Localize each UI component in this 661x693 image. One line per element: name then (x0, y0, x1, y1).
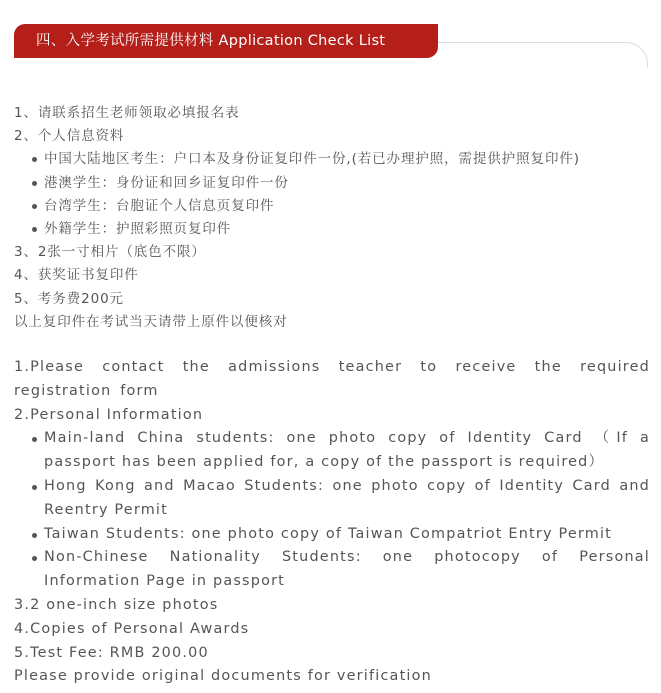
cn-item-2-bullets (14, 148, 654, 241)
cn-bullet-hk-macao: 港澳学生：身份证和回乡证复印件一份 (14, 172, 654, 195)
cn-bullet-foreign: 外籍学生：护照彩照页复印件 (14, 218, 654, 241)
cn-item-4: 4、获奖证书复印件 (14, 267, 139, 284)
en-note: Please provide original documents for verification (14, 668, 432, 685)
chinese-checklist (14, 102, 654, 334)
en-item-3: 3.2 one-inch size photos (14, 596, 219, 613)
en-item-5: 5.Test Fee: RMB 200.00 (14, 644, 209, 661)
cn-item-2: 2、个人信息资料 (14, 128, 125, 145)
en-bullet-mainland: Main-land China students: one photo copy of Identity Card （If a passport has been applied for, a copy of the passport is required） (14, 427, 650, 475)
cn-item-1: 1、请联系招生老师领取必填报名表 (14, 105, 240, 121)
cn-bullet-mainland: 中国大陆地区考生：户口本及身份证复印件一份,(若已办理护照，需提供护照复印件) (14, 148, 654, 171)
en-item-4: 4.Copies of Personal Awards (14, 620, 250, 637)
en-item-2: 2.Personal Information (14, 406, 204, 423)
cn-bullet-taiwan: 台湾学生：台胞证个人信息页复印件 (14, 195, 654, 218)
cn-note: 以上复印件在考试当天请带上原件以便核对 (14, 313, 288, 330)
english-checklist (14, 356, 650, 689)
en-item-2-bullets (14, 427, 650, 594)
en-item-1: 1.Please contact the admissions teacher to receive the required registration form (14, 359, 650, 399)
section-title: 四、入学考试所需提供材料 Application Check List (36, 33, 386, 49)
cn-item-3: 3、2张一寸相片（底色不限） (14, 244, 206, 261)
cn-item-5: 5、考务费200元 (14, 290, 124, 307)
en-bullet-taiwan: Taiwan Students: one photo copy of Taiwan Compatriot Entry Permit (14, 523, 650, 547)
section-header-banner (14, 24, 438, 58)
en-bullet-hk-macao: Hong Kong and Macao Students: one photo copy of Identity Card and Reentry Permit (14, 475, 650, 523)
en-bullet-foreign: Non-Chinese Nationality Students: one photocopy of Personal Information Page in passport (14, 546, 650, 594)
